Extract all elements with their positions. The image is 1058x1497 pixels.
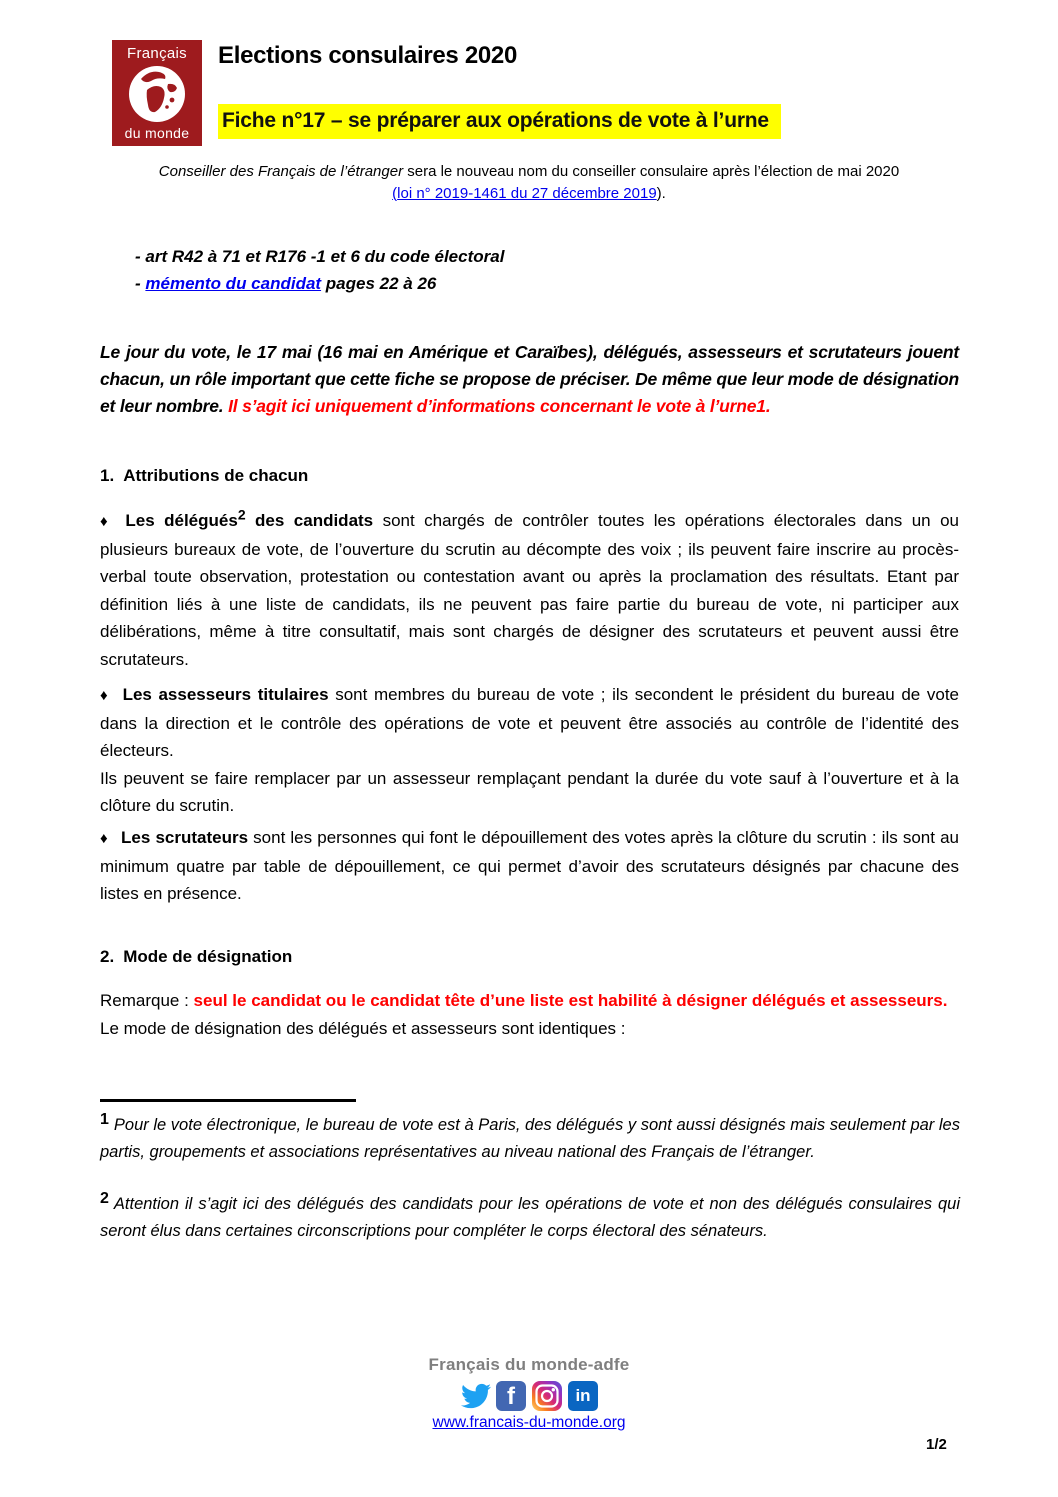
intro-rest: sera le nouveau nom du conseiller consulaire après l’élection de mai 2020 xyxy=(403,163,900,180)
lead-paragraph xyxy=(100,339,959,420)
footnote-separator xyxy=(100,1099,356,1102)
section1-heading xyxy=(100,466,308,486)
instagram-icon[interactable] xyxy=(532,1381,562,1411)
remark-line2: Le mode de désignation des délégués et assesseurs sont identiques : xyxy=(100,1018,626,1038)
references-list xyxy=(135,243,504,297)
lead-warning-red: Il s’agit ici uniquement d’informations concernant le vote à l’urne1. xyxy=(228,396,771,416)
intro-italic-term: Conseiller des Français de l’étranger xyxy=(158,163,404,180)
remark-paragraph xyxy=(100,987,959,1042)
website-link[interactable]: www.francais-du-monde.org xyxy=(432,1414,626,1431)
footnote2-number: 2 xyxy=(100,1189,109,1207)
footer-website xyxy=(0,1414,1058,1432)
footnote2-text: Attention il s’agit ici des délégués des candidats pour les opérations de vote et non des délégués consulaires qui seront élus dans certaines circonscriptions pour compléter le corps électoral des sénateurs. xyxy=(100,1195,960,1240)
law-paren-close: ). xyxy=(656,185,666,202)
bullet1-bold-lead2: des candidats xyxy=(245,511,374,530)
logo-text-top: Français xyxy=(127,45,187,62)
bullet3-text: sont les personnes qui font le dépouillement des votes après la clôture du scrutin : ils sont au minimum quatre par table de dépouillement, ce qui permet d’avoir des scrutateurs désignés par chacune des listes en présence. xyxy=(100,828,959,903)
footnote-2 xyxy=(100,1191,960,1245)
diamond-bullet-icon: ♦ xyxy=(100,687,110,704)
section1-number: 1. xyxy=(100,466,115,485)
intro-note xyxy=(0,161,1058,205)
law-paren-open: ( xyxy=(392,185,398,202)
bullet-assesseurs xyxy=(100,681,959,820)
section1-title: Attributions de chacun xyxy=(123,466,309,485)
bullet2-text: sont membres du bureau de vote ; ils secondent le président du bureau de vote dans la direction et le contrôle des opérations de vote et peuvent être associés au contrôle de l’identité des électeurs. xyxy=(100,685,960,760)
footnote-1 xyxy=(100,1112,960,1166)
lead-text: Le jour du vote, le 17 mai (16 mai en Amérique et Caraïbes), délégués, assesseurs et scrutateurs jouent chacun, un rôle important que cette fiche se propose de préciser. De même que leur mode de désignation et leur nombre. xyxy=(100,342,959,416)
reference-item-code-electoral: - art R42 à 71 et R176 -1 et 6 du code électoral xyxy=(135,247,505,266)
social-icons-row xyxy=(0,1381,1058,1411)
remark-label: Remarque : xyxy=(100,991,194,1010)
footnote-ref-2: 2 xyxy=(237,506,246,523)
footnote1-text: Pour le vote électronique, le bureau de vote est à Paris, des délégués y sont aussi désignés mais seulement par les partis, groupements et associations représentatives au niveau national des Français de l’étranger. xyxy=(100,1116,960,1161)
linkedin-icon[interactable]: in xyxy=(568,1381,598,1411)
law-link[interactable]: loi n° 2019-1461 du 27 décembre 2019 xyxy=(397,185,657,202)
francais-du-monde-logo xyxy=(112,40,202,146)
section2-heading xyxy=(100,947,292,967)
bullet1-bold-lead: Les délégués xyxy=(125,511,238,530)
bullet-delegues xyxy=(100,507,959,673)
bullet2-bold-lead: Les assesseurs titulaires xyxy=(122,685,329,704)
footer-organization: Français du monde-adfe xyxy=(428,1355,630,1374)
bullet1-text: sont chargés de contrôler toutes les opérations électorales dans un ou plusieurs bureaux de vote, de l’ouverture du scrutin au décompte des voix ; ils peuvent faire inscrire au procès-verbal toute observation, protestation ou contestation avant ou après la proclamation des résultats. Etant par définition liés à une liste de candidats, ils ne peuvent pas faire partie du bureau de vote, ni participer aux délibérations, même à titre consultatif, mais sont chargés de désigner des scrutateurs et peuvent aussi être scrutateurs. xyxy=(100,511,959,669)
fiche-subtitle-highlight: Fiche n°17 – se préparer aux opérations de vote à l’urne xyxy=(218,104,781,139)
globe-icon xyxy=(127,64,187,124)
section2-title: Mode de désignation xyxy=(123,947,293,966)
bullet2-paragraph1 xyxy=(100,681,959,765)
bullet3-bold-lead: Les scrutateurs xyxy=(121,828,249,847)
document-title: Elections consulaires 2020 xyxy=(218,42,518,69)
footnote1-number: 1 xyxy=(100,1110,109,1128)
memento-link[interactable]: mémento du candidat xyxy=(145,274,322,293)
page-number: 1/2 xyxy=(926,1436,947,1453)
diamond-bullet-icon: ♦ xyxy=(100,513,113,530)
section2-number: 2. xyxy=(100,947,115,966)
remark-red-text: seul le candidat ou le candidat tête d’une liste est habilité à désigner délégués et assesseurs. xyxy=(193,991,948,1010)
twitter-icon[interactable] xyxy=(460,1381,490,1411)
reference-item-memento xyxy=(135,270,504,297)
bullet-scrutateurs xyxy=(100,824,959,908)
logo-text-bottom: du monde xyxy=(124,125,190,141)
facebook-icon[interactable]: f xyxy=(496,1381,526,1411)
bullet2-paragraph2: Ils peuvent se faire remplacer par un assesseur remplaçant pendant la durée du vote sauf à l’ouverture et à la clôture du scrutin. xyxy=(100,768,959,815)
diamond-bullet-icon: ♦ xyxy=(100,830,109,847)
memento-suffix: pages 22 à 26 xyxy=(321,274,437,293)
memento-prefix: - xyxy=(135,274,146,293)
